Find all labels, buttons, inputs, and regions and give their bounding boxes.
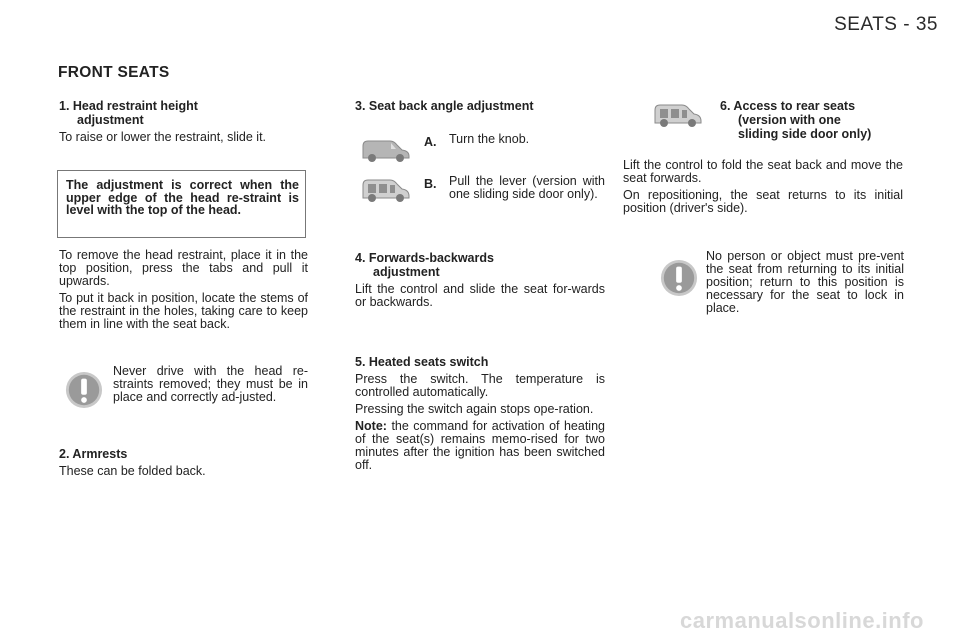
option-a — [424, 133, 605, 151]
section-4-heading: 4. Forwards-backwards adjustment — [355, 251, 494, 279]
head-restraint-warning-text: Never drive with the head re-straints removed; they must be in place and correctly ad-justed. — [113, 364, 308, 404]
section-5-heading: 5. Heated seats switch — [355, 355, 489, 369]
adjustment-note-box — [57, 170, 306, 238]
section-6-text-2: On repositioning, the seat returns to its initial position (driver's side). — [623, 188, 903, 215]
section-1-heading: 1. Head restraint height adjustment — [59, 99, 198, 127]
adjustment-note-text: The adjustment is correct when the upper edge of the head re-straint is level with the top of the head. — [66, 178, 299, 217]
van-rear-seats-icon — [652, 101, 704, 129]
page-title: FRONT SEATS — [58, 64, 170, 81]
section-3-heading: 3. Seat back angle adjustment — [355, 99, 534, 113]
section-5-note — [355, 420, 605, 472]
section-5-text-2: Pressing the switch again stops ope-ration. — [355, 402, 594, 416]
section-5 — [355, 355, 605, 472]
section-4 — [355, 251, 605, 309]
option-a-text: Turn the knob. — [449, 132, 530, 146]
note-label: Note: — [355, 419, 387, 433]
section-4-text: Lift the control and slide the seat for-wards or backwards. — [355, 282, 605, 309]
section-3 — [355, 99, 605, 113]
section-6 — [623, 159, 903, 215]
section-6-heading: 6. Access to rear seats (version with one sliding side door only) — [720, 99, 872, 141]
option-b-text: Pull the lever (version with one sliding side door only). — [449, 174, 605, 201]
section-1-intro: To raise or lower the restraint, slide it. — [59, 130, 267, 144]
section-6-text-1: Lift the control to fold the seat back and move the seat forwards. — [623, 158, 903, 185]
remove-restraint-text: To remove the head restraint, place it in the top position, press the tabs and pull it upwards. — [59, 248, 308, 288]
option-a-label: A. — [424, 135, 437, 149]
page-header: SEATS - 35 — [834, 14, 938, 35]
rear-seat-warning — [706, 250, 904, 315]
warning-icon — [660, 259, 698, 297]
van-icon — [360, 136, 412, 164]
section-2-text: These can be folded back. — [59, 464, 206, 478]
van-interior-icon — [360, 176, 412, 204]
section-2 — [59, 447, 308, 478]
watermark: carmanualsonline.info — [680, 608, 924, 633]
option-b — [424, 174, 605, 201]
refit-restraint-text: To put it back in position, locate the stems of the restraint in the holes, taking care to keep them in line with the seat back. — [59, 291, 308, 331]
section-5-text-1: Press the switch. The temperature is controlled automatically. — [355, 372, 605, 399]
rear-seat-warning-text: No person or object must pre-vent the seat from returning to its initial position; return to this position is necessary for the seat to lock in place. — [706, 249, 904, 315]
warning-icon — [65, 371, 103, 409]
option-b-label: B. — [424, 177, 437, 191]
note-text: the command for activation of heating of the seat(s) remains memo-rised for two minutes after the ignition has been switched off. — [355, 419, 605, 472]
section-1-details — [59, 249, 308, 331]
section-2-heading: 2. Armrests — [59, 447, 128, 461]
head-restraint-warning — [113, 365, 308, 404]
section-1 — [59, 99, 308, 144]
